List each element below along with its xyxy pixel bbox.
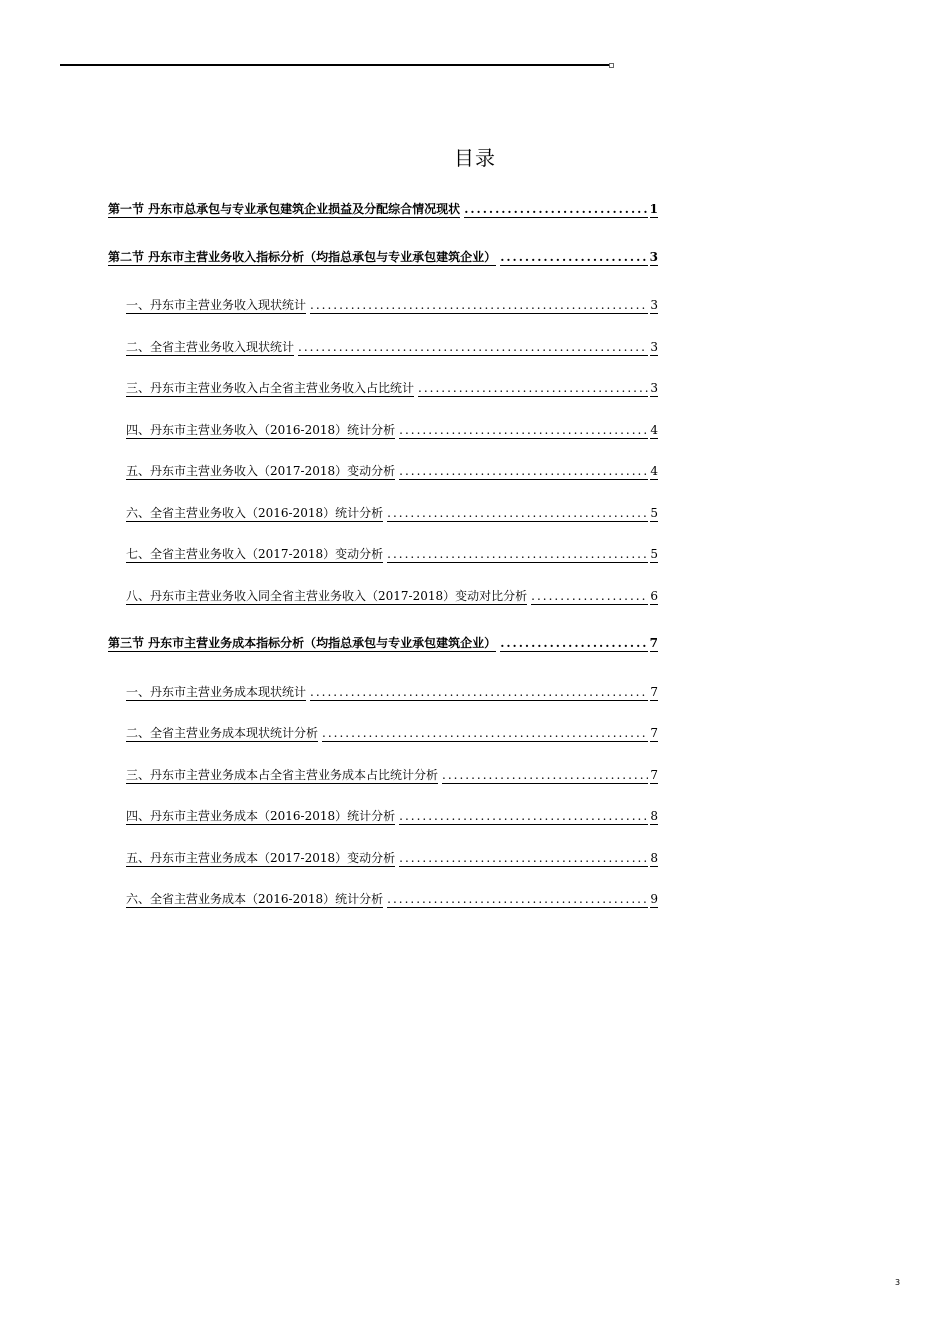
toc-entry-title: 五、丹东市主营业务收入（2017-2018）变动分析 xyxy=(126,464,396,478)
toc-leader-dots xyxy=(399,809,648,825)
toc-entry-title: 四、丹东市主营业务成本（2016-2018）统计分析 xyxy=(126,809,396,823)
toc-entry-title: 第一节 丹东市总承包与专业承包建筑企业损益及分配综合情况现状 xyxy=(108,202,461,216)
toc-entry-title: 一、丹东市主营业务收入现状统计 xyxy=(126,298,307,312)
toc-page-number: 9 xyxy=(650,892,658,906)
toc-leader-dots xyxy=(399,423,648,439)
toc-entry-3-3[interactable] xyxy=(126,768,658,786)
toc-entry-title: 三、丹东市主营业务收入占全省主营业务收入占比统计 xyxy=(126,381,415,395)
toc-page-number: 1 xyxy=(649,202,658,216)
toc-leader-dots xyxy=(310,298,648,314)
toc-entry-title: 五、丹东市主营业务成本（2017-2018）变动分析 xyxy=(126,851,396,865)
toc-entry-title: 二、全省主营业务成本现状统计分析 xyxy=(126,726,319,740)
toc-entry-3-5[interactable] xyxy=(126,851,658,869)
toc-leader-dots xyxy=(387,892,648,908)
toc-leader-dots xyxy=(531,589,648,605)
toc-page-number: 8 xyxy=(650,851,658,865)
toc-entry-2-7[interactable] xyxy=(126,547,658,565)
toc-entry-section-3[interactable] xyxy=(108,636,658,654)
toc-entry-2-8[interactable] xyxy=(126,589,658,607)
toc-page-number: 7 xyxy=(650,685,658,699)
toc-entry-title: 六、全省主营业务成本（2016-2018）统计分析 xyxy=(126,892,384,906)
toc-page-number: 4 xyxy=(650,423,658,437)
toc-page-number: 3 xyxy=(650,381,658,395)
toc-entry-3-4[interactable] xyxy=(126,809,658,827)
toc-leader-dots xyxy=(387,547,648,563)
toc-entry-2-4[interactable] xyxy=(126,423,658,441)
toc-page-number: 3 xyxy=(650,298,658,312)
toc-entry-title: 第二节 丹东市主营业务收入指标分析（均指总承包与专业承包建筑企业） xyxy=(108,250,497,264)
toc-entry-title: 六、全省主营业务收入（2016-2018）统计分析 xyxy=(126,506,384,520)
toc-entry-section-1[interactable] xyxy=(108,202,658,220)
toc-entry-section-2[interactable] xyxy=(108,250,658,268)
toc-leader-dots xyxy=(387,506,648,522)
toc-leader-dots xyxy=(399,851,648,867)
toc-page-number: 7 xyxy=(650,726,658,740)
toc-page-number: 4 xyxy=(650,464,658,478)
toc-entry-title: 二、全省主营业务收入现状统计 xyxy=(126,340,295,354)
toc-page-number: 7 xyxy=(649,636,658,650)
toc-entry-title: 一、丹东市主营业务成本现状统计 xyxy=(126,685,307,699)
toc-page-number: 5 xyxy=(650,547,658,561)
toc-entry-3-1[interactable] xyxy=(126,685,658,703)
toc-leader-dots xyxy=(310,685,648,701)
toc-entry-title: 三、丹东市主营业务成本占全省主营业务成本占比统计分析 xyxy=(126,768,439,782)
toc-page-number: 7 xyxy=(650,768,658,782)
toc-entry-2-6[interactable] xyxy=(126,506,658,524)
toc-entry-title: 七、全省主营业务收入（2017-2018）变动分析 xyxy=(126,547,384,561)
toc-page-number: 3 xyxy=(649,250,658,264)
toc-page-number: 3 xyxy=(650,340,658,354)
toc-leader-dots xyxy=(500,636,647,652)
toc-entry-2-1[interactable] xyxy=(126,298,658,316)
toc-entry-2-3[interactable] xyxy=(126,381,658,399)
toc-leader-dots xyxy=(464,202,647,218)
toc-page-number: 8 xyxy=(650,809,658,823)
toc-entry-3-6[interactable] xyxy=(126,892,658,910)
toc-leader-dots xyxy=(322,726,648,742)
page-number: 3 xyxy=(895,1278,901,1287)
toc-leader-dots xyxy=(298,340,648,356)
toc-title: 目录 xyxy=(454,146,496,170)
toc-page-number: 5 xyxy=(650,506,658,520)
toc-entry-2-5[interactable] xyxy=(126,464,658,482)
toc-leader-dots xyxy=(399,464,648,480)
toc-leader-dots xyxy=(418,381,648,397)
toc-page-number: 6 xyxy=(650,589,658,603)
toc-entry-title: 四、丹东市主营业务收入（2016-2018）统计分析 xyxy=(126,423,396,437)
toc-entry-3-2[interactable] xyxy=(126,726,658,744)
toc-entry-2-2[interactable] xyxy=(126,340,658,358)
toc-leader-dots xyxy=(500,250,647,266)
toc-entry-title: 第三节 丹东市主营业务成本指标分析（均指总承包与专业承包建筑企业） xyxy=(108,636,497,650)
toc-entry-title: 八、丹东市主营业务收入同全省主营业务收入（2017-2018）变动对比分析 xyxy=(126,589,528,603)
toc-leader-dots xyxy=(442,768,648,784)
